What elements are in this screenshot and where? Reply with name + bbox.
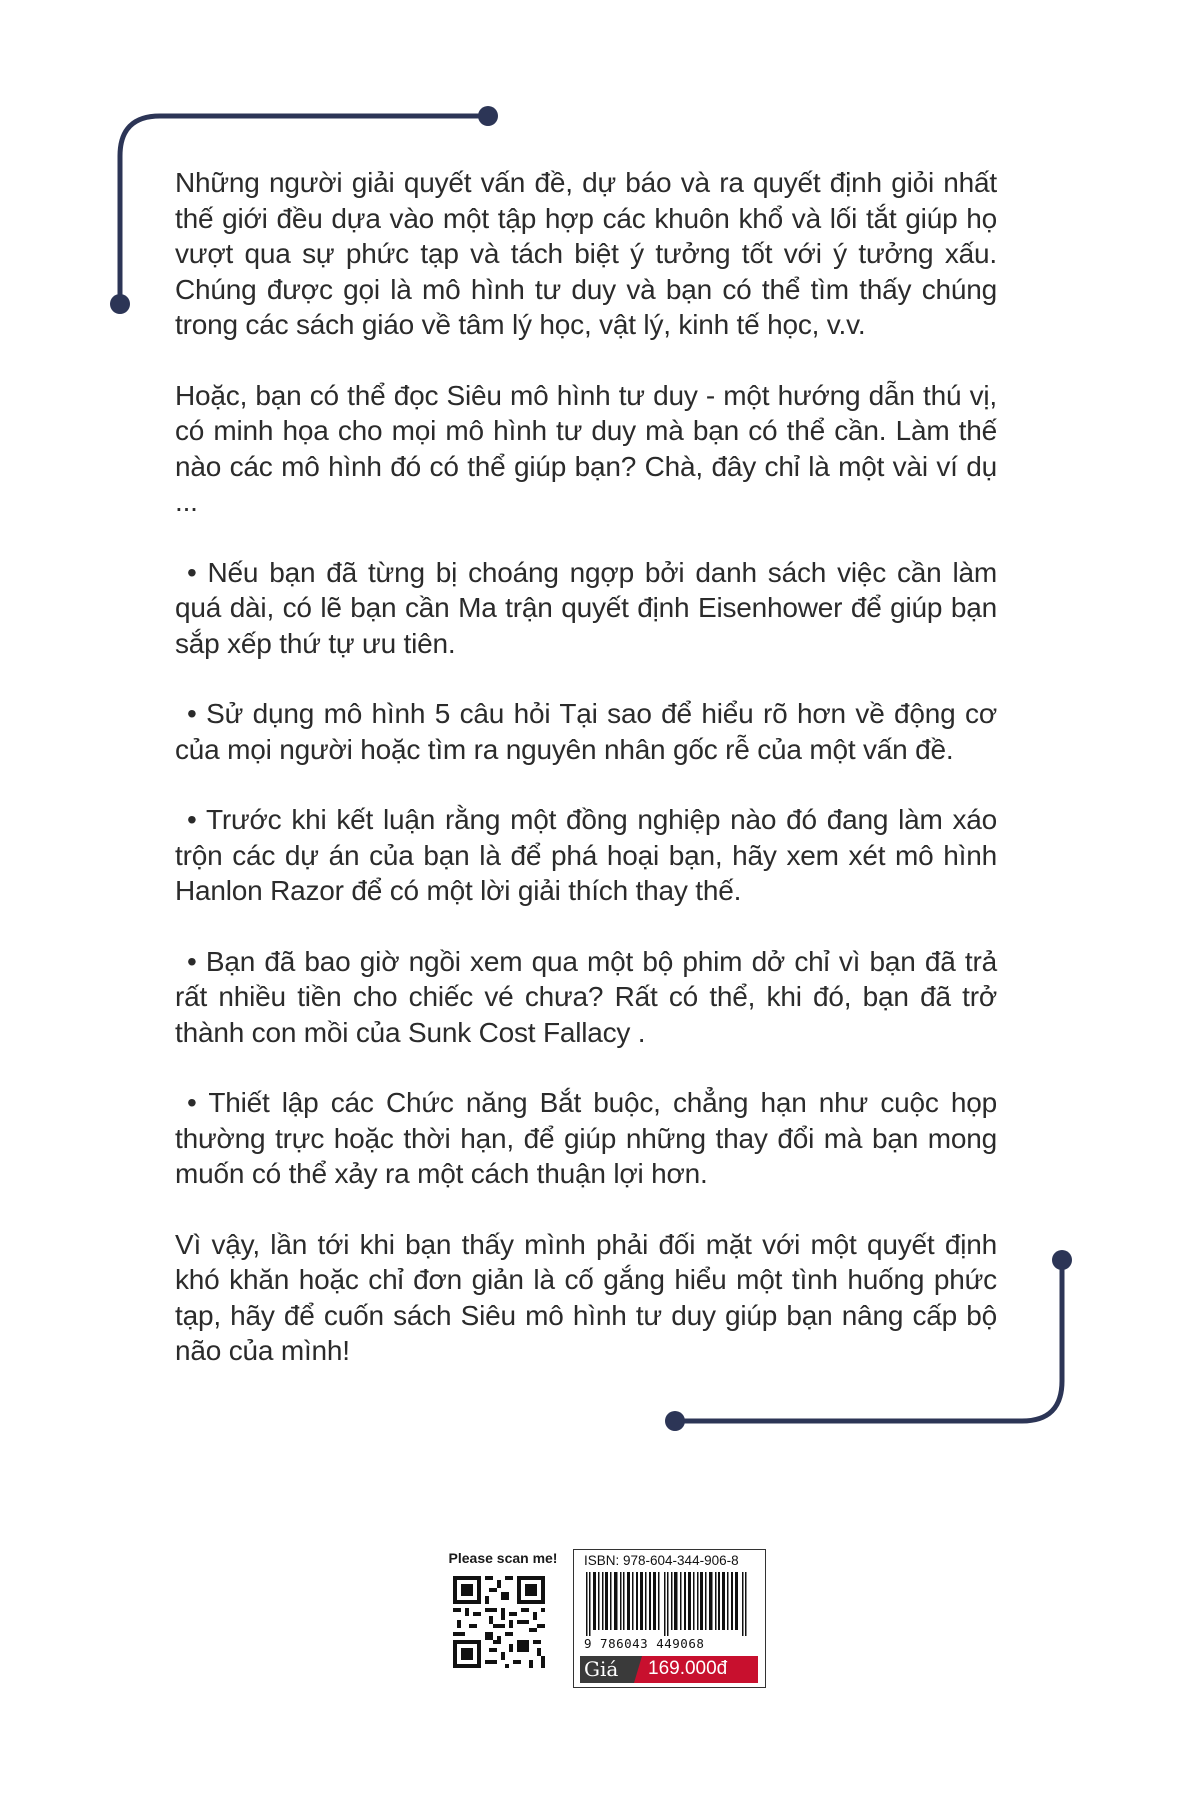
left-bracket-end-dot [110,294,130,314]
intro-paragraph: Những người giải quyết vấn đề, dự báo và ra quyết định giỏi nhất thế giới đều dựa vào một tập hợp các khuôn khổ và lối tắt giúp họ vượt qua sự phức tạp và tách biệt ý tưởng tốt với ý tưởng xấu. Chúng được gọi là mô hình tư duy và bạn có thể tìm thấy chúng trong các sách giáo về tâm lý học, vật lý, kinh tế học, v.v. [175,167,997,340]
blurb-text [175,165,997,1404]
bullet-five-whys: • Sử dụng mô hình 5 câu hỏi Tại sao để hiểu rõ hơn về động cơ của mọi người hoặc tìm ra nguyên nhân gốc rễ của một vấn đề. [175,698,997,765]
isbn-barcode-box [573,1549,766,1688]
right-bracket-end-dot [1052,1250,1072,1270]
isbn-label: ISBN: 978-604-344-906-8 [584,1553,739,1568]
bullet-sunk-cost: • Bạn đã bao giờ ngồi xem qua một bộ phim dở chỉ vì bạn đã trả rất nhiều tiền cho chiếc vé chưa? Rất có thể, khi đó, bạn đã trở thành con mồi của Sunk Cost Fallacy . [175,945,997,1048]
price-value: 169.000đ [648,1658,728,1679]
top-bracket-end-dot [478,106,498,126]
closing-paragraph: Vì vậy, lần tới khi bạn thấy mình phải đối mặt với một quyết định khó khăn hoặc chỉ đơn giản là cố gắng hiểu một tình huống phức tạp, hãy để cuốn sách Siêu mô hình tư duy giúp bạn nâng cấp bộ não của mình! [175,1228,997,1366]
price-label: Giá [584,1657,619,1681]
qr-code-image[interactable] [453,1576,545,1668]
barcode-digits: 9 786043 449068 [584,1636,705,1651]
qr-caption: Please scan me! [448,1550,558,1566]
price-tag [580,1656,758,1683]
second-paragraph: Hoặc, bạn có thể đọc Siêu mô hình tư duy - một hướng dẫn thú vị, có minh họa cho mọi mô hình tư duy mà bạn có thể cần. Làm thế nào các mô hình đó có thể giúp bạn? Chà, đây chỉ là một vài ví dụ ... [175,379,997,517]
bottom-bracket-end-dot [665,1411,685,1431]
barcode-bars [584,1572,754,1636]
qr-section [438,1550,568,1673]
bullet-eisenhower: • Nếu bạn đã từng bị choáng ngợp bởi danh sách việc cần làm quá dài, có lẽ bạn cần Ma trận quyết định Eisenhower để giúp bạn sắp xếp thứ tự ưu tiên. [175,556,997,659]
bullet-hanlon-razor: • Trước khi kết luận rằng một đồng nghiệp nào đó đang làm xáo trộn các dự án của bạn là để phá hoại bạn, hãy xem xét mô hình Hanlon Razor để có một lời giải thích thay thế. [175,804,997,906]
bullet-forcing-functions: • Thiết lập các Chức năng Bắt buộc, chẳng hạn như cuộc họp thường trực hoặc thời hạn, để giúp những thay đổi mà bạn mong muốn có thể xảy ra một cách thuận lợi hơn. [175,1087,997,1189]
